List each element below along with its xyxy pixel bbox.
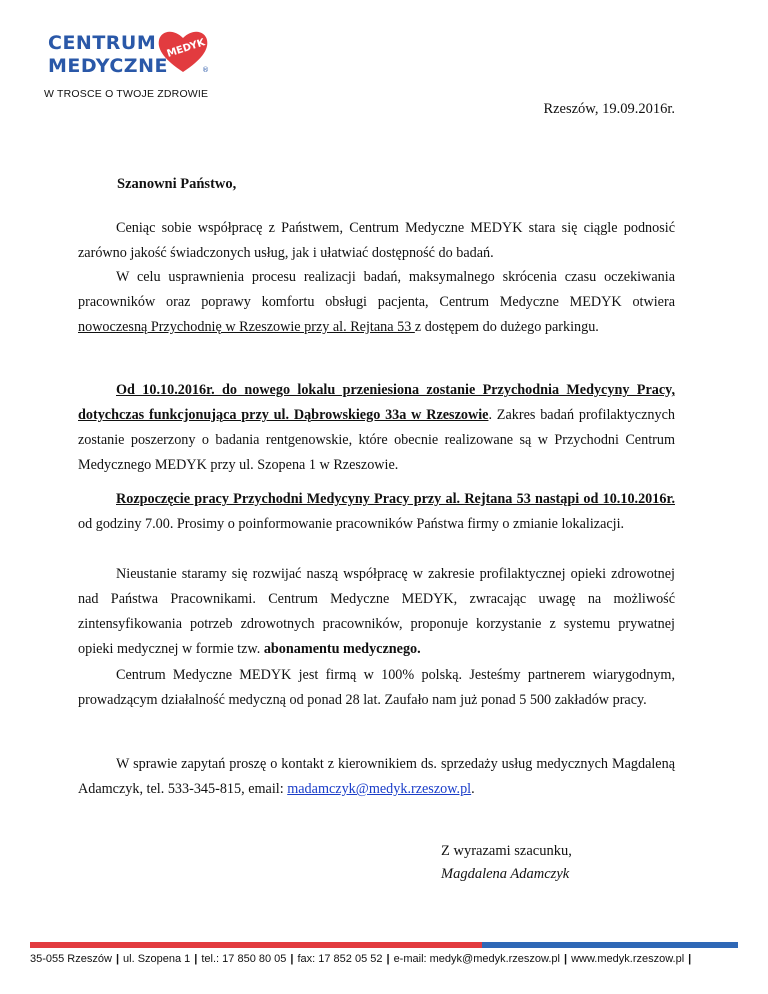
p1-text: Ceniąc sobie współpracę z Państwem, Centrum Medyczne MEDYK stara się ciągle podnosić zarówno jakość świadczonych usług, jak i ułatwiać dostępność do badań. (78, 220, 675, 261)
p5-bold: abonamentu medycznego. (263, 641, 421, 657)
paragraph-1 (78, 216, 675, 266)
footer-fax: fax: 17 852 05 52 (297, 953, 383, 965)
company-logo (44, 26, 224, 116)
logo-heart-text: MEDYK (165, 37, 207, 60)
footer-tel: tel.: 17 850 80 05 (201, 953, 287, 965)
p2-text: W celu usprawnienia procesu realizacji badań, maksymalnego skrócenia czasu oczekiwania pracowników oraz poprawy komfortu obsługi pacjenta, Centrum Medyczne MEDYK otwiera (78, 269, 675, 310)
p7-text: W sprawie zapytań proszę o kontakt z kierownikiem ds. sprzedaży usług medycznych Magdaleną Adamczyk, tel. 533-345-815, email: (78, 756, 675, 797)
paragraph-6 (78, 663, 675, 713)
footer-separator: | (564, 953, 568, 965)
footer-bar-blue (482, 942, 738, 948)
p4-bold-underlined: Rozpoczęcie pracy Przychodni Medycyny Pracy przy al. Rejtana 53 nastąpi od 10.10.2016r. (116, 491, 675, 507)
p4-text: od godziny 7.00. Prosimy o poinformowanie pracowników Państwa firmy o zmianie lokalizacji. (78, 516, 625, 532)
footer-color-bar (30, 942, 738, 948)
footer-website[interactable]: www.medyk.rzeszow.pl (571, 953, 685, 965)
footer-separator: | (290, 953, 294, 965)
footer-contact (30, 953, 740, 965)
p2-underlined: nowoczesną Przychodnię w Rzeszowie przy al. Rejtana 53 (78, 319, 415, 335)
p3-bold-underlined: Od 10.10.2016r. do nowego lokalu przeniesiona zostanie Przychodnia Medycyny Pracy, dotychczas funkcjonująca przy ul. Dąbrowskiego 33a w Rzeszowie (78, 382, 675, 423)
p5-text: Nieustanie staramy się rozwijać naszą współpracę w zakresie profilaktycznej opieki zdrowotnej nad Państwa Pracownikami. Centrum Medyczne MEDYK, zwracając uwagę na możliwość zintensyfikowania potrzeb zdrowotnych pracowników, proponuje korzystanie z systemu prywatnej opieki medycznej w formie tzw. (78, 566, 675, 657)
footer-separator: | (194, 953, 198, 965)
closing: Z wyrazami szacunku, (441, 843, 572, 859)
p2-text-end: z dostępem do dużego parkingu. (414, 319, 599, 335)
logo-text-medyczne: MEDYCZNE (48, 55, 168, 77)
footer-street: ul. Szopena 1 (123, 953, 191, 965)
p7-end: . (471, 781, 475, 797)
paragraph-7 (78, 752, 675, 802)
tagline: W TROSCE O TWOJE ZDROWIE (44, 88, 209, 100)
footer-separator: | (115, 953, 120, 965)
paragraph-2 (78, 265, 675, 340)
letter-date: Rzeszów, 19.09.2016r. (543, 101, 675, 117)
greeting: Szanowni Państwo, (117, 176, 237, 192)
footer-separator: | (386, 953, 390, 965)
paragraph-4 (78, 487, 675, 537)
p3-text: . Zakres badań profilaktycznych zostanie poszerzony o badania rentgenowskie, które obecnie realizowane są w Przychodni Centrum Medycznego MEDYK przy ul. Szopena 1 w Rzeszowie. (78, 407, 675, 473)
p6-text: Centrum Medyczne MEDYK jest firmą w 100% polską. Jesteśmy partnerem wiarygodnym, prowadzącym działalność medyczną od ponad 28 lat. Zaufało nam już ponad 5 500 zakładów pracy. (78, 667, 675, 708)
logo-text-centrum: CENTRUM (48, 32, 157, 54)
registered-mark: ® (202, 66, 209, 74)
paragraph-3 (78, 378, 675, 478)
footer-bar-red (30, 942, 482, 948)
contact-email-link[interactable]: madamczyk@medyk.rzeszow.pl (287, 781, 472, 797)
signature: Magdalena Adamczyk (441, 866, 570, 882)
footer-separator: | (688, 953, 692, 965)
footer-address: 35-055 Rzeszów (30, 953, 112, 965)
footer-email[interactable]: e-mail: medyk@medyk.rzeszow.pl (393, 953, 560, 965)
paragraph-5 (78, 562, 675, 662)
